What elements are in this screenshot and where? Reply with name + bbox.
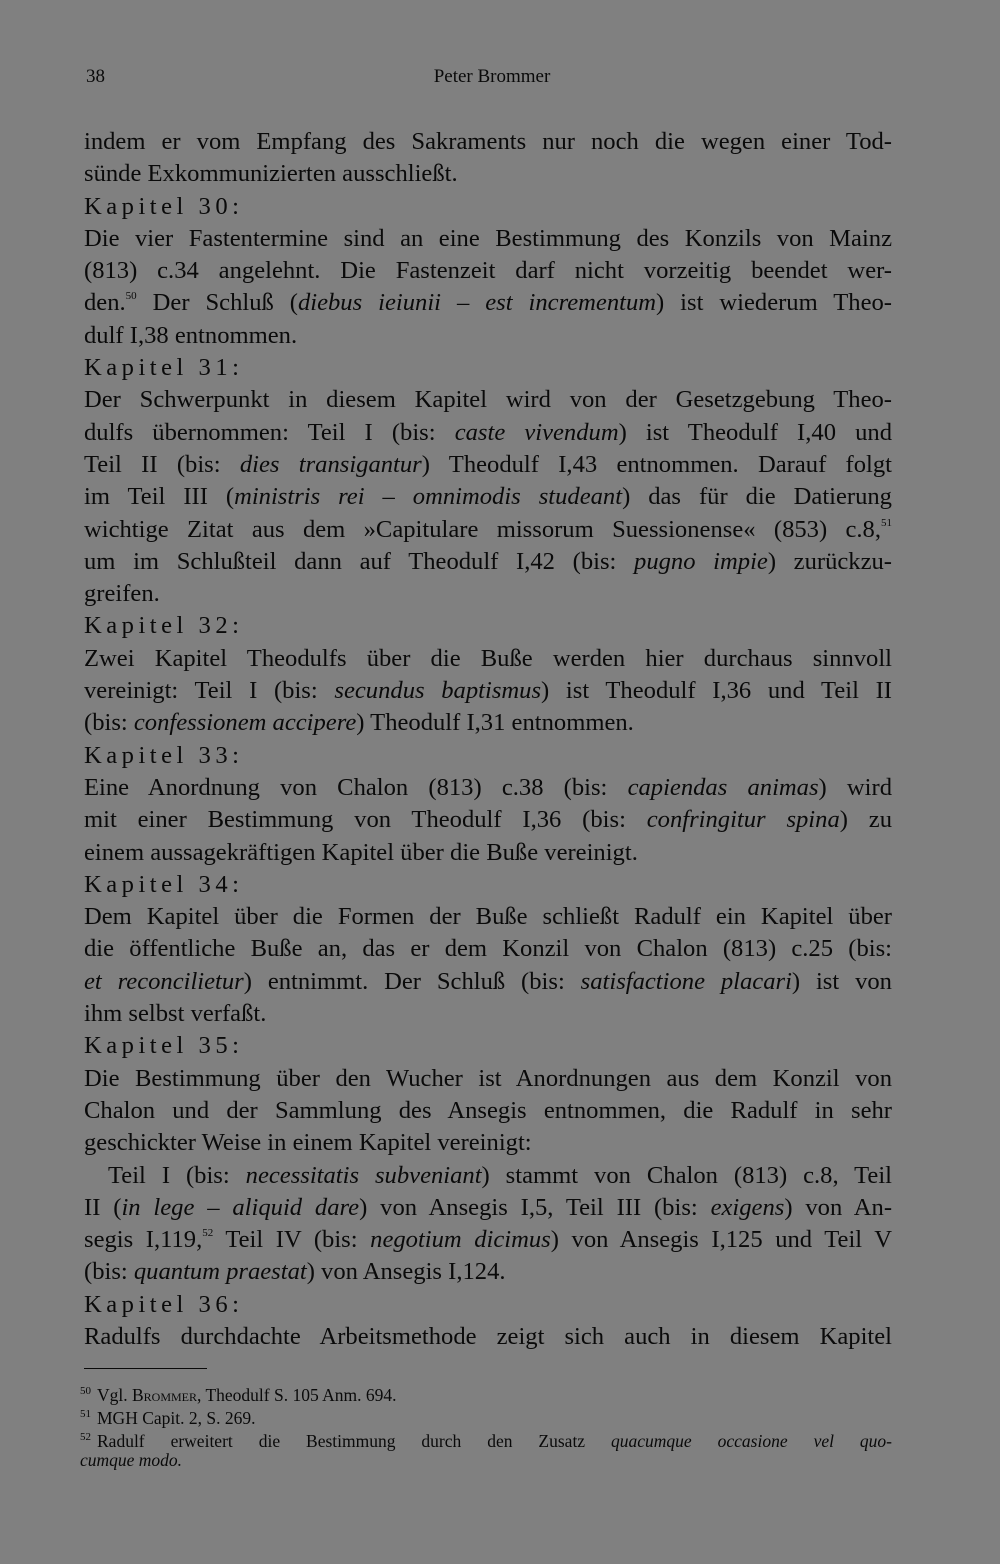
text-line — [84, 675, 892, 707]
italic-run: diebus ieiunii – est incrementum — [297, 289, 657, 317]
italic-run: confringitur spina — [646, 806, 840, 834]
main-text — [84, 126, 892, 1353]
text-run: MGH Capit. 2, S. 269. — [97, 1408, 256, 1428]
text-run: Teil IV (bis: — [213, 1226, 371, 1254]
footnote-ref: 50 — [125, 290, 137, 303]
footnote — [80, 1403, 892, 1426]
text-run: ) entnimmt. Der Schluß (bis: — [243, 967, 581, 995]
text-run: ) wird — [818, 773, 892, 801]
text-run: ) von Ansegis I,124. — [306, 1258, 506, 1286]
text-line: indem er vom Empfang des Sakraments nur noch die wegen einer Tod- — [84, 128, 892, 155]
italic-run: et reconcilietur — [84, 967, 244, 995]
italic-run: quacumque occasione vel quo- — [611, 1431, 892, 1451]
text-run: ) von An- — [784, 1193, 893, 1221]
text-line: dulf I,38 entnommen. — [84, 321, 298, 349]
text-run: segis I,119, — [84, 1226, 203, 1254]
chapter-heading: Kapitel 31: — [84, 354, 244, 382]
text-line — [84, 481, 892, 513]
text-run: wichtige Zitat aus dem »Capitulare missorum Suessionense« (853) c.8, — [84, 515, 881, 543]
chapter-heading: Kapitel 34: — [84, 870, 244, 898]
page-header — [86, 66, 898, 98]
text-line: ihm selbst verfaßt. — [84, 1000, 267, 1028]
text-line: sünde Exkommunizierten ausschließt. — [84, 160, 458, 188]
italic-run: capiendas animas — [627, 773, 819, 801]
italic-run: ministris rei – omnimodis studeant — [234, 483, 623, 511]
text-line — [84, 449, 892, 481]
footnote-marker: 51 — [80, 1408, 91, 1420]
italic-run: negotium dicimus — [370, 1226, 551, 1254]
text-line — [84, 546, 892, 578]
text-run: um im Schlußteil dann auf Theodulf I,42 (bis: — [84, 547, 635, 575]
text-run: ) ist Theodulf I,36 und Teil II — [541, 677, 892, 705]
text-line — [84, 514, 892, 546]
text-line: Die vier Fastentermine sind an eine Bestimmung des Konzils von Mainz — [84, 224, 892, 252]
text-line — [84, 804, 892, 836]
text-run: den. — [84, 289, 126, 317]
text-run: ) ist Theodulf I,40 und — [618, 418, 892, 446]
text-run: (bis: — [84, 709, 134, 737]
chapter-heading: Kapitel 33: — [84, 741, 244, 769]
text-run: vereinigt: Teil I (bis: — [84, 677, 335, 705]
text-line — [84, 1224, 892, 1256]
text-run: mit einer Bestimmung von Theodulf I,36 (bis: — [84, 806, 647, 834]
italic-run: exigens — [710, 1193, 785, 1221]
text-run: Teil I (bis: — [108, 1161, 246, 1189]
text-line — [84, 287, 892, 319]
text-run: ) ist von — [791, 967, 892, 995]
text-run: Der Schluß ( — [136, 289, 298, 317]
text-run: ) Theodulf I,31 entnommen. — [356, 709, 634, 737]
footnote — [80, 1449, 892, 1472]
text-run: ) von Ansegis I,5, Teil III (bis: — [359, 1193, 711, 1221]
footnote — [80, 1380, 892, 1403]
footnote-ref: 52 — [202, 1227, 214, 1240]
italic-run: satisfactione placari — [580, 967, 792, 995]
italic-run: pugno impie — [634, 547, 768, 575]
footnote-marker: 50 — [80, 1385, 91, 1397]
text-run: ) stammt von Chalon (813) c.8, Teil — [481, 1161, 892, 1189]
text-run: ) zu — [839, 806, 892, 834]
text-line — [84, 707, 892, 739]
chapter-heading: Kapitel 32: — [84, 612, 244, 640]
text-run: (bis: — [84, 1258, 134, 1286]
text-line: geschickter Weise in einem Kapitel vereinigt: — [84, 1129, 532, 1157]
text-run: Vgl. — [97, 1385, 132, 1405]
text-line: die öffentliche Buße an, das er dem Konzil von Chalon (813) c.25 (bis: — [84, 935, 892, 963]
chapter-heading: Kapitel 30: — [84, 192, 244, 220]
italic-run: confessionem accipere — [133, 709, 357, 737]
italic-run: cumque modo. — [80, 1450, 183, 1470]
text-line: Radulfs durchdachte Arbeitsmethode zeigt sich auch in diesem Kapitel — [84, 1322, 892, 1350]
text-line: Zwei Kapitel Theodulfs über die Buße werden hier durchaus sinnvoll — [84, 644, 892, 672]
text-line — [84, 1192, 892, 1224]
italic-run: dies transigantur — [239, 450, 422, 478]
text-line — [84, 1256, 892, 1288]
footnote-ref: 51 — [881, 516, 892, 529]
text-line — [84, 772, 892, 804]
chapter-heading: Kapitel 36: — [84, 1290, 244, 1318]
italic-run: secundus baptismus — [334, 677, 542, 705]
text-line: einem aussagekräftigen Kapitel über die Buße vereinigt. — [84, 838, 638, 866]
text-run: dulfs übernommen: Teil I (bis: — [84, 418, 455, 446]
text-run: im Teil III ( — [84, 483, 235, 511]
text-line: Der Schwerpunkt in diesem Kapitel wird von der Gesetzgebung Theo- — [84, 386, 892, 414]
text-line — [84, 417, 892, 449]
text-line: (813) c.34 angelehnt. Die Fastenzeit darf nicht vorzeitig beendet wer- — [84, 257, 892, 285]
text-run: Teil II (bis: — [84, 450, 240, 478]
text-run: ) Theodulf I,43 entnommen. Darauf folgt — [421, 450, 892, 478]
footnotes — [80, 1380, 892, 1472]
text-line: greifen. — [84, 580, 160, 608]
footnote-marker: 52 — [80, 1431, 91, 1443]
text-line: Chalon und der Sammlung des Ansegis entnommen, die Radulf in sehr — [84, 1096, 892, 1124]
text-run: Radulf erweitert die Bestimmung durch den Zusatz — [97, 1431, 612, 1451]
text-line: Dem Kapitel über die Formen der Buße schließt Radulf ein Kapitel über — [84, 903, 892, 931]
text-run: Eine Anordnung von Chalon (813) c.38 (bis: — [84, 773, 628, 801]
text-run: ) zurückzu- — [767, 547, 892, 575]
text-run: ) das für die Datierung — [622, 483, 892, 511]
text-run: , Theodulf S. 105 Anm. 694. — [197, 1385, 397, 1405]
running-title: Peter Brommer — [433, 66, 551, 87]
text-line — [84, 1160, 892, 1192]
text-line: Die Bestimmung über den Wucher ist Anordnungen aus dem Konzil von — [84, 1064, 892, 1092]
page-number: 38 — [86, 66, 105, 87]
italic-run: caste vivendum — [454, 418, 619, 446]
small-caps-run: Brommer — [132, 1385, 198, 1405]
footnote-separator — [84, 1368, 207, 1369]
text-run: ) ist wiederum Theo- — [656, 289, 892, 317]
italic-run: quantum praestat — [133, 1258, 307, 1286]
footnote — [80, 1426, 892, 1449]
text-run: II ( — [84, 1193, 122, 1221]
chapter-heading: Kapitel 35: — [84, 1032, 244, 1060]
text-run: ) von Ansegis I,125 und Teil V — [550, 1226, 892, 1254]
italic-run: in lege – aliquid dare — [121, 1193, 360, 1221]
italic-run: necessitatis subveniant — [245, 1161, 482, 1189]
text-line — [84, 966, 892, 998]
